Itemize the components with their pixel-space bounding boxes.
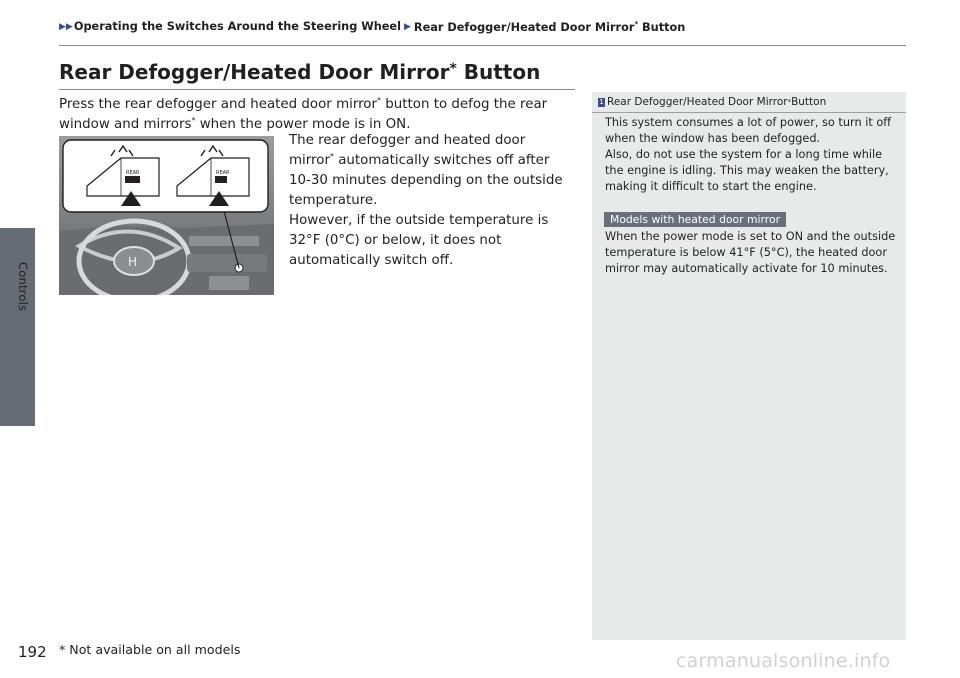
breadcrumb xyxy=(59,20,685,34)
title-asterisk: * xyxy=(449,61,457,77)
breadcrumb-separator-icon: ▶ xyxy=(403,21,411,32)
body-text-3: However, if the outside temperature is 32°F (0°C) or below, it does not automatically switch off. xyxy=(289,213,549,268)
models-badge: Models with heated door mirror xyxy=(604,212,786,227)
sidebar-text-1b: Also, do not use the system for a long time while the engine is idling. This may weaken the battery, making it difficult to start the engine. xyxy=(605,148,889,193)
asterisk: * xyxy=(787,98,792,106)
breadcrumb-item-rear-defogger[interactable] xyxy=(414,20,685,34)
breadcrumb-item-operating-switches[interactable]: Operating the Switches Around the Steering Wheel xyxy=(73,20,401,34)
side-tab-label: Controls xyxy=(16,262,30,312)
intro-text-2: button to defog the rear window and mirrors xyxy=(59,97,548,132)
sidebar-divider xyxy=(592,112,906,113)
page-number: 192 xyxy=(18,643,47,661)
asterisk: * xyxy=(329,152,334,161)
dashboard-image xyxy=(59,136,274,295)
asterisk: * xyxy=(191,116,196,125)
page-title-tail: Button xyxy=(456,60,541,84)
asterisk: * xyxy=(377,96,382,105)
intro-text-1: Press the rear defogger and heated door mirror xyxy=(59,97,378,112)
title-divider xyxy=(59,89,575,90)
sidebar-paragraph-1 xyxy=(605,115,897,195)
footnote: * Not available on all models xyxy=(59,642,241,657)
body-text-1: The rear defogger and heated door mirror xyxy=(289,133,526,168)
sidebar-number-badge: 1 xyxy=(599,97,604,106)
rear-button-label-right: REAR xyxy=(216,170,230,176)
breadcrumb-item-label: Rear Defogger/Heated Door Mirror xyxy=(413,20,635,34)
intro-text-3: when the power mode is in ON. xyxy=(195,117,411,132)
header-divider xyxy=(59,45,906,46)
sidebar-heading xyxy=(598,96,826,108)
body-paragraph xyxy=(289,131,569,271)
dashboard-illustration xyxy=(59,136,274,295)
page-title-text: Rear Defogger/Heated Door Mirror xyxy=(59,60,450,84)
rear-button-label-left: REAR xyxy=(126,170,140,176)
asterisk: * xyxy=(634,20,639,28)
svg-text:H: H xyxy=(128,255,138,269)
intro-paragraph xyxy=(59,95,579,135)
sidebar-heading-tail: Button xyxy=(791,96,827,108)
page-title xyxy=(59,60,540,84)
side-tab xyxy=(0,228,35,426)
breadcrumb-arrow-icon: ▶▶ xyxy=(59,21,73,32)
breadcrumb-item-tail: Button xyxy=(638,20,686,34)
sidebar-heading-text: Rear Defogger/Heated Door Mirror xyxy=(607,96,788,108)
body-text-2: automatically switches off after 10-30 minutes depending on the outside temperature. xyxy=(289,153,563,208)
sidebar-paragraph-2: When the power mode is set to ON and the outside temperature is below 41°F (5°C), the heated door mirror may automatically activate for 10 minutes. xyxy=(605,230,896,275)
sidebar-text-1a: This system consumes a lot of power, so turn it off when the window has been defogged. xyxy=(605,116,892,145)
watermark: carmanualsonline.info xyxy=(676,650,891,672)
